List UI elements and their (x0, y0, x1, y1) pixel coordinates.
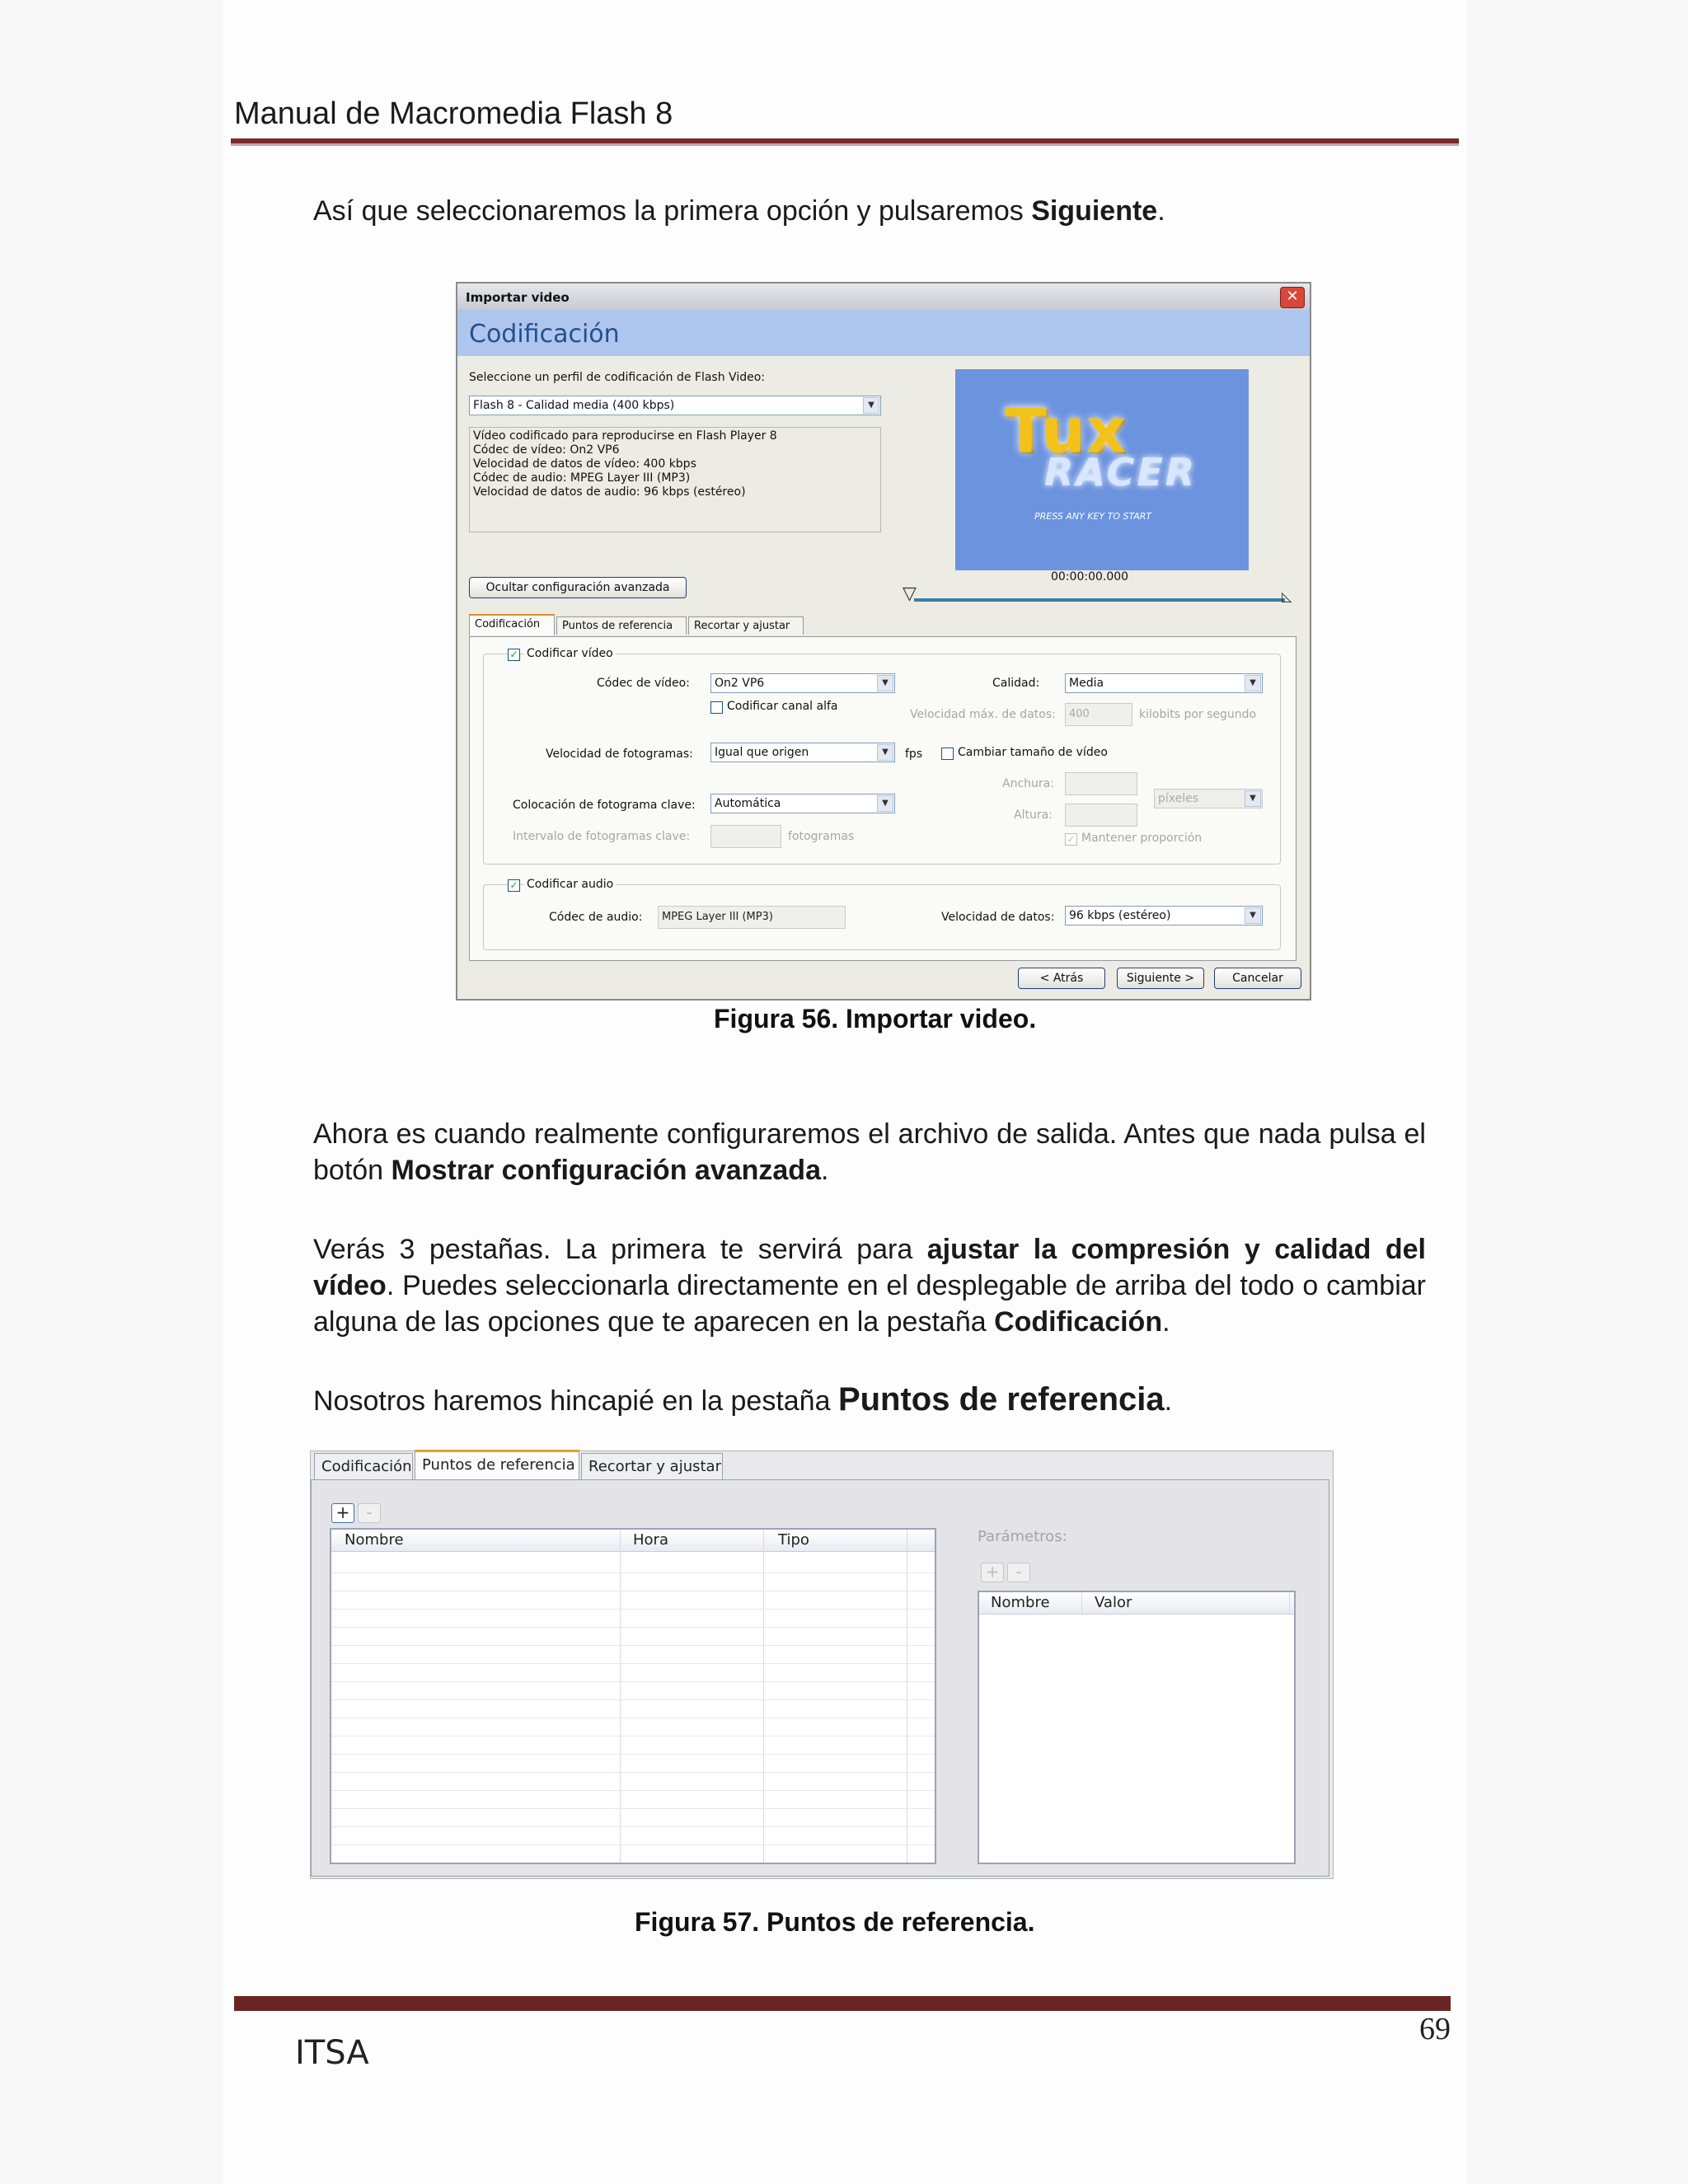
para1-end: . (821, 1155, 829, 1186)
table-row (331, 1663, 935, 1664)
footer-org: ITSA (295, 2034, 369, 2072)
table-row (331, 1681, 935, 1682)
page-number: 69 (1419, 2012, 1451, 2046)
parameters-table (978, 1591, 1296, 1864)
para3-bold: Puntos de referencia (837, 1381, 1165, 1418)
para3-text: Nosotros haremos hincapié en la pestaña (313, 1385, 838, 1417)
cancel-button[interactable]: Cancelar (1214, 968, 1301, 989)
column-hora[interactable]: Hora (633, 1531, 668, 1549)
info-line: Códec de vídeo: On2 VP6 (473, 443, 620, 457)
chevron-down-icon: ▼ (1245, 675, 1261, 691)
in-point-handle-icon[interactable]: ▽ (903, 583, 917, 604)
table-row (331, 1754, 935, 1755)
audio-rate-label: Velocidad de datos: (941, 911, 1055, 924)
import-video-dialog (456, 282, 1311, 1001)
tab-puntos-referencia[interactable]: Puntos de referencia (415, 1450, 579, 1479)
para2-bold-1: ajustar la compresión y calidad del vídeo (313, 1234, 1427, 1301)
para2-text-1: Verás 3 pestañas. La primera te servirá para (313, 1234, 927, 1265)
quality-label: Calidad: (992, 677, 1040, 690)
keep-aspect-checkbox[interactable]: ✓ (1065, 833, 1077, 846)
framerate-select[interactable] (710, 743, 895, 762)
scrub-track[interactable] (914, 598, 1285, 602)
column-divider (1289, 1592, 1290, 1614)
chevron-down-icon: ▼ (877, 744, 893, 761)
figure-57-caption: Figura 57. Puntos de referencia. (635, 1907, 1035, 1937)
header-title: Manual de Macromedia Flash 8 (234, 96, 673, 131)
keyframe-label: Colocación de fotograma clave: (513, 799, 696, 812)
keyframe-select[interactable] (710, 794, 895, 813)
width-label: Anchura: (1002, 777, 1054, 790)
info-line: Vídeo codificado para reproducirse en Flash Player 8 (473, 429, 777, 443)
tab-recortar-ajustar[interactable]: Recortar y ajustar (688, 616, 804, 635)
tab-recortar-ajustar[interactable]: Recortar y ajustar (581, 1453, 723, 1479)
resize-video-checkbox[interactable] (941, 748, 954, 760)
chevron-down-icon: ▼ (877, 795, 893, 812)
max-rate-label: Velocidad máx. de datos: (910, 708, 1056, 721)
profile-select[interactable] (469, 396, 881, 415)
units-select[interactable] (1154, 789, 1263, 808)
intro-bold: Siguiente (1031, 195, 1158, 227)
keep-aspect-label: Mantener proporción (1081, 832, 1203, 845)
keyframe-value: Automática (715, 797, 781, 810)
next-button[interactable]: Siguiente > (1117, 968, 1204, 989)
info-line: Velocidad de datos de vídeo: 400 kbps (473, 457, 696, 471)
audio-rate-value: 96 kbps (estéreo) (1069, 909, 1171, 922)
encode-audio-label: Codificar audio (524, 878, 616, 891)
profile-value: Flash 8 - Calidad media (400 kbps) (473, 399, 675, 412)
table-row (331, 1772, 935, 1773)
intro-paragraph (313, 193, 1426, 229)
table-row (331, 1808, 935, 1809)
interval-label: Intervalo de fotogramas clave: (513, 830, 691, 843)
column-nombre[interactable]: Nombre (991, 1594, 1050, 1611)
column-divider (1081, 1592, 1082, 1614)
table-row (331, 1609, 935, 1610)
column-valor[interactable]: Valor (1095, 1594, 1132, 1611)
column-nombre[interactable]: Nombre (345, 1531, 404, 1549)
paragraph-3 (313, 1381, 1426, 1419)
dialog-titlebar (457, 284, 1310, 310)
para3-end: . (1164, 1385, 1173, 1417)
dialog-heading: Codificación (469, 320, 620, 349)
video-codec-select[interactable] (710, 673, 895, 693)
table-row (331, 1627, 935, 1628)
chevron-down-icon: ▼ (1245, 907, 1261, 924)
close-icon[interactable]: ✕ (1280, 287, 1305, 308)
cue-points-table (330, 1528, 936, 1864)
table-row (331, 1572, 935, 1573)
preview-logo-top: Tux (1005, 396, 1128, 466)
para1-text: Ahora es cuando realmente configuraremos el archivo de salida. Antes que nada pulsa el botón (313, 1118, 1426, 1186)
profile-label: Seleccione un perfil de codificación de Flash Video: (469, 371, 765, 384)
framerate-value: Igual que origen (715, 746, 809, 759)
table-row (331, 1826, 935, 1827)
audio-codec-field: MPEG Layer III (MP3) (658, 906, 846, 929)
chevron-down-icon: ▼ (1245, 790, 1261, 807)
interval-unit: fotogramas (788, 830, 855, 843)
out-point-handle-icon[interactable]: ◺ (1282, 588, 1292, 604)
chevron-down-icon: ▼ (863, 397, 879, 414)
profile-info-box (469, 427, 881, 532)
parameters-label: Parámetros: (978, 1528, 1067, 1545)
paragraph-1 (313, 1116, 1426, 1188)
max-rate-unit: kilobits por segundo (1139, 708, 1257, 721)
column-divider (620, 1530, 621, 1863)
figure-56-caption: Figura 56. Importar video. (714, 1004, 1037, 1033)
timecode: 00:00:00.000 (1051, 570, 1129, 583)
footer-rule (234, 1996, 1451, 2011)
height-input[interactable] (1065, 804, 1137, 827)
resize-video-label: Cambiar tamaño de vídeo (958, 746, 1108, 759)
chevron-down-icon: ▼ (877, 675, 893, 691)
encode-video-checkbox[interactable]: ✓ (508, 649, 520, 661)
parameters-table-header (979, 1592, 1294, 1615)
table-row (331, 1699, 935, 1700)
fps-label: fps (905, 748, 923, 761)
video-codec-value: On2 VP6 (715, 677, 765, 690)
table-row (331, 1645, 935, 1646)
column-divider (763, 1530, 764, 1863)
height-label: Altura: (1014, 808, 1053, 822)
encode-audio-checkbox[interactable]: ✓ (508, 879, 520, 892)
preview-press-text: PRESS ANY KEY TO START (1034, 511, 1152, 522)
video-codec-label: Códec de vídeo: (597, 677, 690, 690)
info-line: Códec de audio: MPEG Layer III (MP3) (473, 471, 691, 485)
add-parameter-button[interactable]: + (981, 1563, 1004, 1582)
tab-codificacion[interactable]: Codificación (469, 614, 555, 635)
header-rule (231, 138, 1459, 146)
max-rate-input[interactable]: 400 (1065, 703, 1132, 726)
framerate-label: Velocidad de fotogramas: (546, 748, 693, 761)
para2-bold-2: Codificación (994, 1306, 1163, 1338)
add-cue-button[interactable]: + (331, 1503, 354, 1523)
units-value: píxeles (1158, 792, 1199, 805)
interval-input[interactable] (710, 825, 781, 848)
dialog-heading-band (457, 310, 1310, 356)
video-preview (955, 369, 1249, 570)
cue-table-header (331, 1530, 935, 1552)
para2-text-2: . Puedes seleccionarla directamente en el desplegable de arriba del todo o cambiar alguna de las opciones que te aparecen en la pestaña (313, 1270, 1426, 1338)
preview-logo-bottom: RACER (1044, 450, 1198, 494)
intro-text: Así que seleccionaremos la primera opción y pulsaremos (313, 195, 1032, 227)
table-row (331, 1844, 935, 1845)
quality-value: Media (1069, 677, 1104, 690)
remove-cue-button[interactable]: - (358, 1503, 381, 1523)
intro-end: . (1157, 195, 1165, 227)
paragraph-2 (313, 1231, 1426, 1340)
audio-codec-label: Códec de audio: (549, 911, 643, 924)
cue-tab-panel (311, 1479, 1329, 1877)
tab-puntos-referencia[interactable]: Puntos de referencia (556, 616, 687, 635)
column-tipo[interactable]: Tipo (778, 1531, 809, 1549)
advanced-settings-button[interactable]: Ocultar configuración avanzada (469, 577, 687, 598)
para2-end: . (1162, 1306, 1170, 1338)
alpha-channel-checkbox[interactable] (710, 701, 723, 714)
table-row (331, 1790, 935, 1791)
width-input[interactable] (1065, 772, 1137, 795)
encoding-tab-panel (469, 636, 1296, 961)
quality-select[interactable] (1065, 673, 1263, 693)
tab-codificacion[interactable]: Codificación (314, 1453, 413, 1479)
audio-rate-select[interactable] (1065, 906, 1263, 926)
back-button[interactable]: < Atrás (1018, 968, 1105, 989)
dialog-title: Importar video (466, 290, 570, 305)
alpha-channel-label: Codificar canal alfa (727, 700, 838, 713)
encode-video-label: Codificar vídeo (524, 647, 616, 660)
para1-bold: Mostrar configuración avanzada (391, 1155, 821, 1186)
remove-parameter-button[interactable]: - (1007, 1563, 1030, 1582)
cue-points-panel (310, 1451, 1334, 1879)
info-line: Velocidad de datos de audio: 96 kbps (estéreo) (473, 485, 746, 499)
